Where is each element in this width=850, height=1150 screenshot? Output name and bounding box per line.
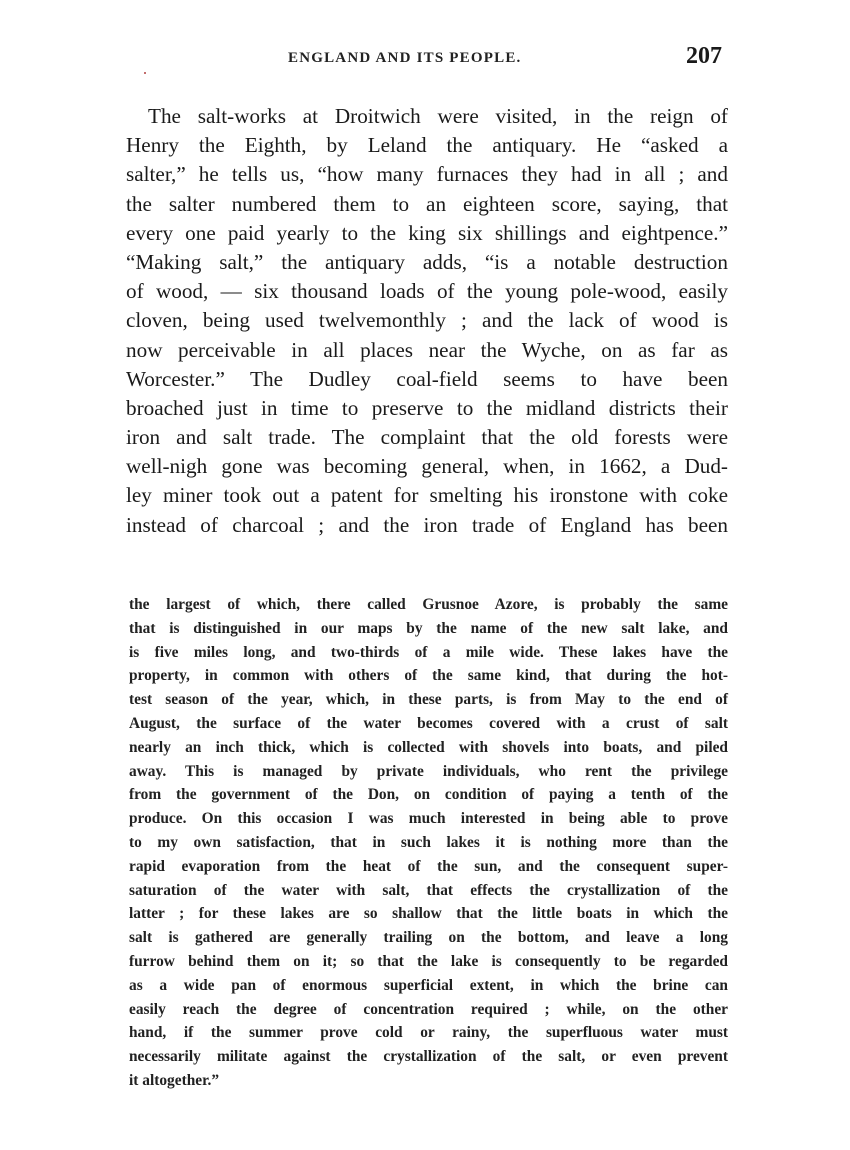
footnote-line: as a wide pan of enormous superficial extent, in which the brine can — [129, 976, 728, 994]
footnote-line: to my own satisfaction, that in such lakes it is nothing more than the — [129, 833, 728, 851]
text-line: instead of charcoal ; and the iron trade of England has been — [126, 512, 728, 537]
footnote-line: rapid evaporation from the heat of the sun, and the consequent super- — [129, 857, 728, 875]
page-number: 207 — [686, 43, 722, 69]
footnote-line: nearly an inch thick, which is collected with shovels into boats, and piled — [129, 738, 728, 756]
main-text — [126, 102, 728, 540]
footnote-line: from the government of the Don, on condition of paying a tenth of the — [129, 786, 728, 804]
footnote-line: is five miles long, and two-thirds of a mile wide. These lakes have the — [129, 643, 728, 661]
footnote-line: test season of the year, which, in these parts, is from May to the end of — [129, 691, 728, 709]
footnote-line: easily reach the degree of concentration required ; while, on the other — [129, 1000, 728, 1018]
text-line: well-nigh gone was becoming general, when, in 1662, a Dud- — [126, 454, 728, 479]
footnote-line: hand, if the summer prove cold or rainy, the superfluous water must — [129, 1024, 728, 1042]
scan-speck — [144, 72, 146, 74]
text-line: now perceivable in all places near the Wyche, on as far as — [126, 337, 728, 362]
footnote-line: saturation of the water with salt, that effects the crystallization of the — [129, 881, 728, 899]
text-line: broached just in time to preserve to the midland districts their — [126, 395, 728, 420]
running-head: ENGLAND AND ITS PEOPLE. — [288, 50, 522, 66]
footnote-block — [129, 593, 728, 1093]
text-line: cloven, being used twelvemonthly ; and the lack of wood is — [126, 308, 728, 333]
text-line: ley miner took out a patent for smelting his ironstone with coke — [126, 483, 728, 508]
footnote-line: produce. On this occasion I was much interested in being able to prove — [129, 810, 728, 828]
text-line: Worcester.” The Dudley coal-field seems to have been — [126, 366, 728, 391]
text-line: of wood, — six thousand loads of the young pole-wood, easily — [126, 279, 728, 304]
text-line: “Making salt,” the antiquary adds, “is a notable destruction — [126, 249, 728, 274]
text-line: the salter numbered them to an eighteen score, saying, that — [126, 191, 728, 216]
text-line: salter,” he tells us, “how many furnaces they had in all ; and — [126, 162, 728, 187]
footnote-line: it altogether.” — [129, 1071, 220, 1089]
text-line: every one paid yearly to the king six shillings and eightpence.” — [126, 220, 728, 245]
text-line: iron and salt trade. The complaint that the old forests were — [126, 425, 728, 450]
footnote-line: property, in common with others of the same kind, that during the hot- — [129, 667, 728, 685]
footnote-line: necessarily militate against the crystallization of the salt, or even prevent — [129, 1048, 728, 1066]
footnote-line: salt is gathered are generally trailing on the bottom, and leave a long — [129, 929, 728, 947]
text-line: The salt-works at Droitwich were visited, in the reign of — [148, 104, 728, 128]
footnote-line: the largest of which, there called Grusnoe Azore, is probably the same — [129, 596, 728, 613]
footnote-line: latter ; for these lakes are so shallow that the little boats in which the — [129, 905, 728, 923]
text-line: Henry the Eighth, by Leland the antiquary. He “asked a — [126, 133, 728, 158]
footnote-line: that is distinguished in our maps by the name of the new salt lake, and — [129, 619, 728, 637]
footnote-line: August, the surface of the water becomes covered with a crust of salt — [129, 714, 728, 732]
footnote-line: furrow behind them on it; so that the lake is consequently to be regarded — [129, 952, 728, 970]
footnote-line: away. This is managed by private individuals, who rent the privilege — [129, 762, 728, 780]
